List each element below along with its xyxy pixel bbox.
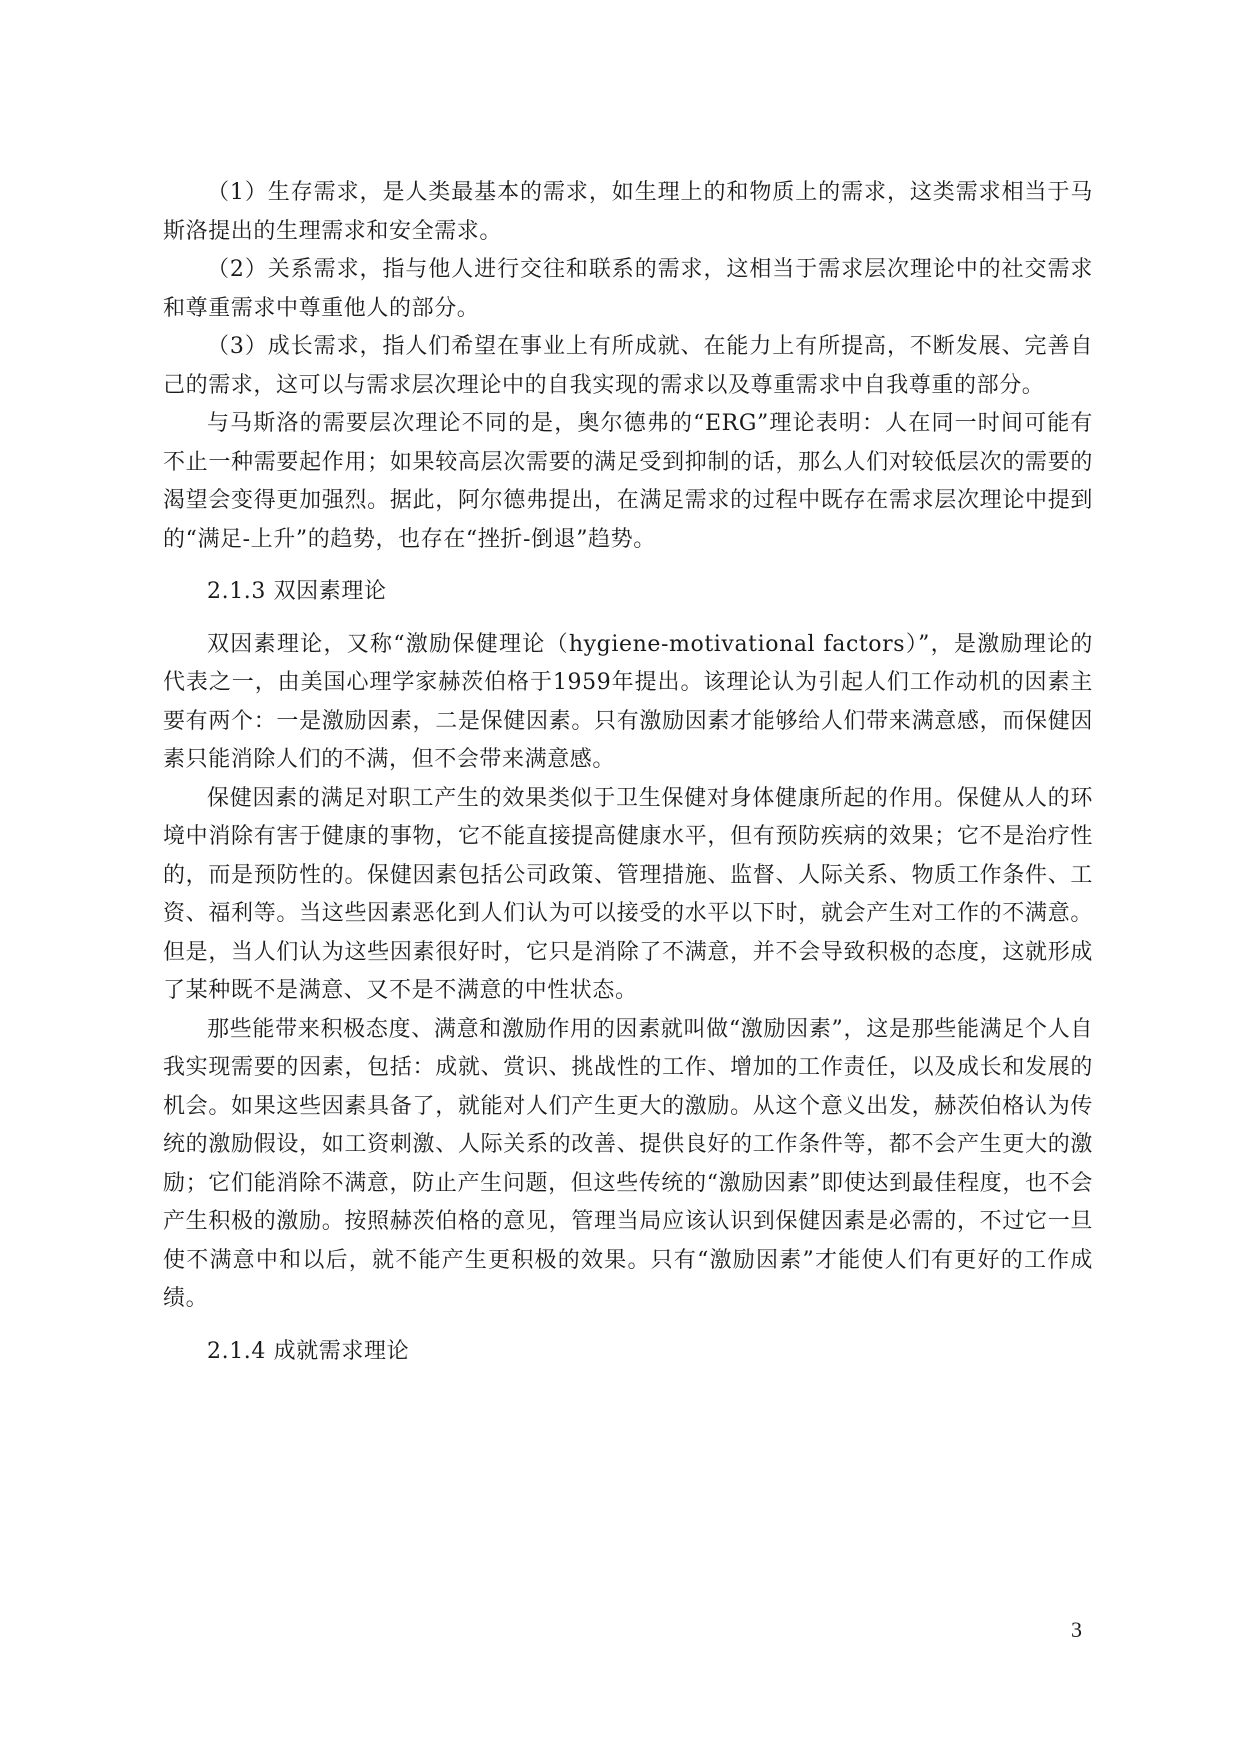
- section-heading-achievement-need: 2.1.4 成就需求理论: [207, 1338, 410, 1364]
- paragraph-growth-need: （3）成长需求，指人们希望在事业上有所成就、在能力上有所提高，不断发展、完善自己的需求，这可以与需求层次理论中的自我实现的需求以及尊重需求中自我尊重的部分。: [163, 334, 1093, 398]
- paragraph-relatedness-need: （2）关系需求，指与他人进行交往和联系的需求，这相当于需求层次理论中的社交需求和尊重需求中尊重他人的部分。: [163, 257, 1093, 321]
- paragraph-hygiene-factors: 保健因素的满足对职工产生的效果类似于卫生保健对身体健康所起的作用。保健从人的环境中消除有害于健康的事物，它不能直接提高健康水平，但有预防疾病的效果；它不是治疗性的，而是预防性的。保健因素包括公司政策、管理措施、监督、人际关系、物质工作条件、工资、福利等。当这些因素恶化到人们认为可以接受的水平以下时，就会产生对工作的不满意。但是，当人们认为这些因素很好时，它只是消除了不满意，并不会导致积极的态度，这就形成了某种既不是满意、又不是不满意的中性状态。: [163, 785, 1093, 1003]
- document-body: [163, 174, 1093, 1371]
- paragraph-two-factor-intro: 双因素理论，又称“激励保健理论（hygiene-motivational factors）”，是激励理论的代表之一，由美国心理学家赫茨伯格于1959年提出。该理论认为引起人们工作动机的因素主要有两个：一是激励因素，二是保健因素。只有激励因素才能够给人们带来满意感，而保健因素只能消除人们的不满，但不会带来满意感。: [163, 631, 1093, 772]
- page-number: 3: [1071, 1617, 1082, 1642]
- section-heading-two-factor: 2.1.3 双因素理论: [207, 579, 387, 604]
- paragraph-motivators: 那些能带来积极态度、满意和激励作用的因素就叫做“激励因素”，这是那些能满足个人自我实现需要的因素，包括：成就、赏识、挑战性的工作、增加的工作责任，以及成长和发展的机会。如果这些因素具备了，就能对人们产生更大的激励。从这个意义出发，赫茨伯格认为传统的激励假设，如工资刺激、人际关系的改善、提供良好的工作条件等，都不会产生更大的激励；它们能消除不满意，防止产生问题，但这些传统的“激励因素”即使达到最佳程度，也不会产生积极的激励。按照赫茨伯格的意见，管理当局应该认识到保健因素是必需的，不过它一旦使不满意中和以后，就不能产生更积极的效果。只有“激励因素”才能使人们有更好的工作成绩。: [163, 1016, 1093, 1311]
- paragraph-survival-need: （1）生存需求，是人类最基本的需求，如生理上的和物质上的需求，这类需求相当于马斯洛提出的生理需求和安全需求。: [163, 180, 1093, 244]
- paragraph-erg-comparison: 与马斯洛的需要层次理论不同的是，奥尔德弗的“ERG”理论表明：人在同一时间可能有不止一种需要起作用；如果较高层次需要的满足受到抑制的话，那么人们对较低层次的需要的渴望会变得更加强烈。据此，阿尔德弗提出，在满足需求的过程中既存在需求层次理论中提到的“满足-上升”的趋势，也存在“挫折-倒退”趋势。: [163, 411, 1093, 552]
